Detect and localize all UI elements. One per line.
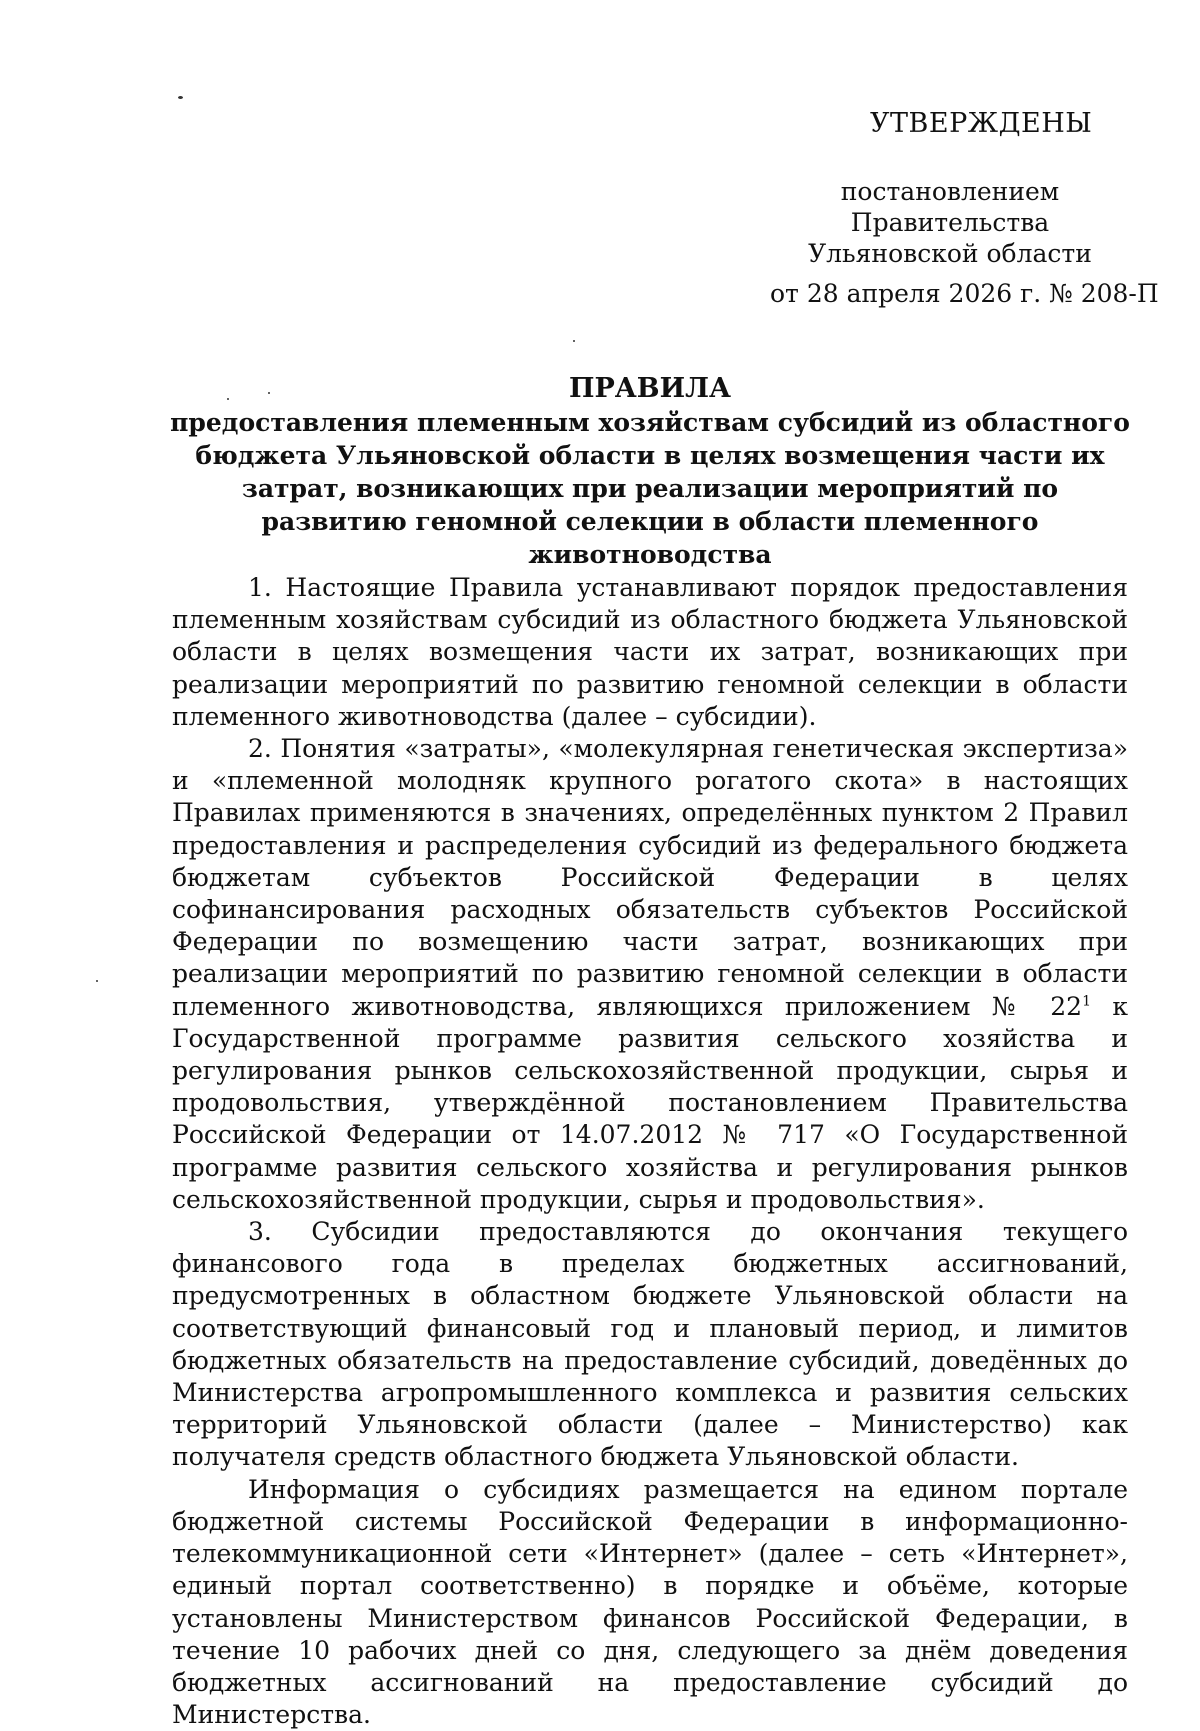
approved-by-line: постановлением Правительства — [840, 177, 1060, 237]
scan-speck — [96, 980, 98, 982]
document-body — [172, 572, 1128, 1731]
document-subtitle: предоставления племенным хозяйствам субсидий из областного бюджета Ульяновской области в целях возмещения части их затрат, возникающих при реализации мероприятий по развитию геномной селекции в области племенного животноводства — [170, 408, 1130, 569]
footnote-superscript: 1 — [1082, 993, 1092, 1010]
approved-by — [760, 176, 1140, 269]
paragraph-2 — [172, 733, 1128, 1216]
paragraph-3: 3. Субсидии предоставляются до окончания текущего финансового года в пределах бюджетных ассигнований, предусмотренных в областном бюджете Ульяновской области на соответствующий финансовый год и плановый период, и лимитов бюджетных обязательств на предоставление субсидий, доведённых до Министерства агропромышленного комплекса и развития сельских территорий Ульяновской области (далее – Министерство) как получателя средств областного бюджета Ульяновской области. — [172, 1217, 1128, 1472]
document-title: ПРАВИЛА — [569, 373, 731, 404]
scan-speck — [573, 340, 575, 342]
paragraph-2-part-1: 2. Понятия «затраты», «молекулярная генетическая экспертиза» и «племенной молодняк крупного рогатого скота» в настоящих Правилах применяются в значениях, определённых пунктом 2 Правил предоставления и распределения субсидий из федерального бюджета бюджетам субъектов Российской Федерации в целях софинансирования расходных обязательств субъектов Российской Федерации по возмещению части затрат, возникающих при реализации мероприятий по развитию геномной селекции в области племенного животноводства, являющихся приложением № 22 — [172, 734, 1128, 1021]
approval-date: от 28 апреля 2026 г. № 208-П — [770, 279, 1159, 308]
approved-by-line: Ульяновской области — [808, 239, 1092, 268]
approved-label: УТВЕРЖДЕНЫ — [870, 108, 1093, 139]
paragraph-1: 1. Настоящие Правила устанавливают порядок предоставления племенным хозяйствам субсидий из областного бюджета Ульяновской области в целях возмещения части их затрат, возникающих при реализации мероприятий по развитию геномной селекции в области племенного животноводства (далее – субсидии). — [172, 573, 1128, 731]
paragraph-2-part-2: к Государственной программе развития сельского хозяйства и регулирования рынков сельскохозяйственной продукции, сырья и продовольствия, утверждённой постановлением Правительства Российской Федерации от 14.07.2012 № 717 «О Государственной программе развития сельского хозяйства и регулирования рынков сельскохозяйственной продукции, сырья и продовольствия». — [172, 991, 1129, 1214]
paragraph-4: Информация о субсидиях размещается на едином портале бюджетной системы Российской Федерации в информационно-телекоммуникационной сети «Интернет» (далее – сеть «Интернет», единый портал соответственно) в порядке и объёме, которые установлены Министерством финансов Российской Федерации, в течение 10 рабочих дней со дня, следующего за днём доведения бюджетных ассигнований на предоставление субсидий до Министерства. — [172, 1474, 1128, 1730]
scan-speck — [178, 96, 183, 99]
document-heading — [170, 372, 1130, 571]
